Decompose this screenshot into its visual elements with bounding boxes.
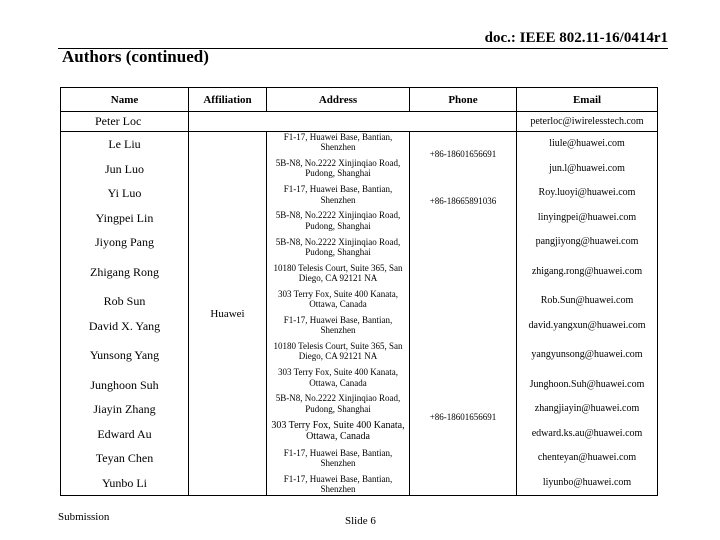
- phone-number: +86-18601656691: [429, 149, 497, 159]
- author-name: Jun Luo: [105, 161, 144, 176]
- author-name: Yunsong Yang: [89, 348, 160, 363]
- address-text: 5B-N8, No.2222 Xinjinqiao Road, Pudong, Shanghai: [275, 158, 401, 179]
- column-header-email: Email: [517, 88, 658, 112]
- author-email: pangjiyong@huawei.com: [535, 236, 639, 248]
- address-text: 303 Terry Fox, Suite 400 Kanata, Ottawa, Canada: [278, 288, 398, 310]
- author-email: david.yangxun@huawei.com: [528, 319, 646, 331]
- author-name: Edward Au: [97, 426, 152, 441]
- address-text: F1-17, Huawei Base, Bantian, Shenzhen: [283, 474, 393, 495]
- phone-number: +86-18601656691: [429, 412, 497, 422]
- authors-table: [60, 87, 658, 496]
- address-text: F1-17, Huawei Base, Bantian, Shenzhen: [283, 132, 393, 153]
- address-text: 10180 Telesis Court, Suite 365, San Diego, CA 92121 NA: [273, 262, 403, 284]
- footer-submission: Submission: [58, 511, 110, 523]
- author-name: Zhigang Rong: [90, 264, 159, 279]
- author-email: zhigang.rong@huawei.com: [531, 265, 643, 277]
- column-header-address: Address: [267, 88, 410, 112]
- column-header-phone: Phone: [410, 88, 517, 112]
- author-email: liule@huawei.com: [549, 138, 625, 149]
- empty-cell: [189, 112, 517, 132]
- author-name: Junghoon Suh: [90, 377, 159, 392]
- address-text: F1-17, Huawei Base, Bantian, Shenzhen: [283, 314, 393, 336]
- author-email: Roy.luoyi@huawei.com: [538, 187, 636, 199]
- table-row-group: [61, 132, 658, 496]
- author-name: Yingpei Lin: [95, 210, 154, 225]
- author-email: liyunbo@huawei.com: [542, 476, 632, 488]
- author-name: Rob Sun: [103, 294, 146, 309]
- address-text: 10180 Telesis Court, Suite 365, San Diego, CA 92121 NA: [273, 341, 403, 362]
- slide-number: Slide 6: [345, 515, 376, 527]
- author-email: zhangjiayin@huawei.com: [534, 403, 640, 415]
- phone-number: +86-18665891036: [429, 196, 497, 206]
- document-id: doc.: IEEE 802.11-16/0414r1: [484, 30, 668, 46]
- column-header-affiliation: Affiliation: [189, 88, 267, 112]
- author-name: Le Liu: [108, 137, 141, 151]
- author-email: edward.ks.au@huawei.com: [531, 427, 643, 439]
- email-column: [517, 132, 658, 496]
- author-name: Teyan Chen: [95, 451, 154, 466]
- address-column: [267, 132, 410, 496]
- affiliation-cell: Huawei: [189, 132, 267, 496]
- address-text: 303 Terry Fox, Suite 400 Kanata, Ottawa, Canada: [271, 419, 405, 443]
- author-email: peterloc@iwirelesstech.com: [517, 112, 658, 132]
- page-title: Authors (continued): [62, 47, 209, 66]
- address-text: 5B-N8, No.2222 Xinjinqiao Road, Pudong, Shanghai: [275, 393, 401, 414]
- author-email: jun.l@huawei.com: [549, 162, 625, 174]
- name-column: [61, 132, 189, 496]
- address-text: 303 Terry Fox, Suite 400 Kanata, Ottawa, Canada: [278, 367, 398, 388]
- table-row: [61, 112, 658, 132]
- author-name: Jiayin Zhang: [93, 402, 156, 417]
- table-header-row: [61, 88, 658, 112]
- author-name: Yunbo Li: [102, 475, 147, 490]
- author-email: yangyunsong@huawei.com: [531, 349, 643, 361]
- phone-column: [410, 132, 517, 496]
- author-email: Junghoon.Suh@huawei.com: [529, 378, 645, 390]
- author-name: Yi Luo: [107, 186, 142, 201]
- author-email: Rob.Sun@huawei.com: [540, 295, 634, 307]
- author-email: chenteyan@huawei.com: [537, 452, 637, 464]
- address-text: 5B-N8, No.2222 Xinjinqiao Road, Pudong, Shanghai: [275, 210, 401, 231]
- column-header-name: Name: [61, 88, 189, 112]
- author-email: linyingpei@huawei.com: [537, 211, 637, 223]
- address-text: F1-17, Huawei Base, Bantian, Shenzhen: [283, 448, 393, 469]
- author-name: Peter Loc: [61, 112, 189, 132]
- author-name: David X. Yang: [88, 318, 161, 333]
- author-name: Jiyong Pang: [94, 235, 154, 250]
- address-text: 5B-N8, No.2222 Xinjinqiao Road, Pudong, Shanghai: [275, 236, 401, 257]
- address-text: F1-17, Huawei Base, Bantian, Shenzhen: [283, 184, 393, 205]
